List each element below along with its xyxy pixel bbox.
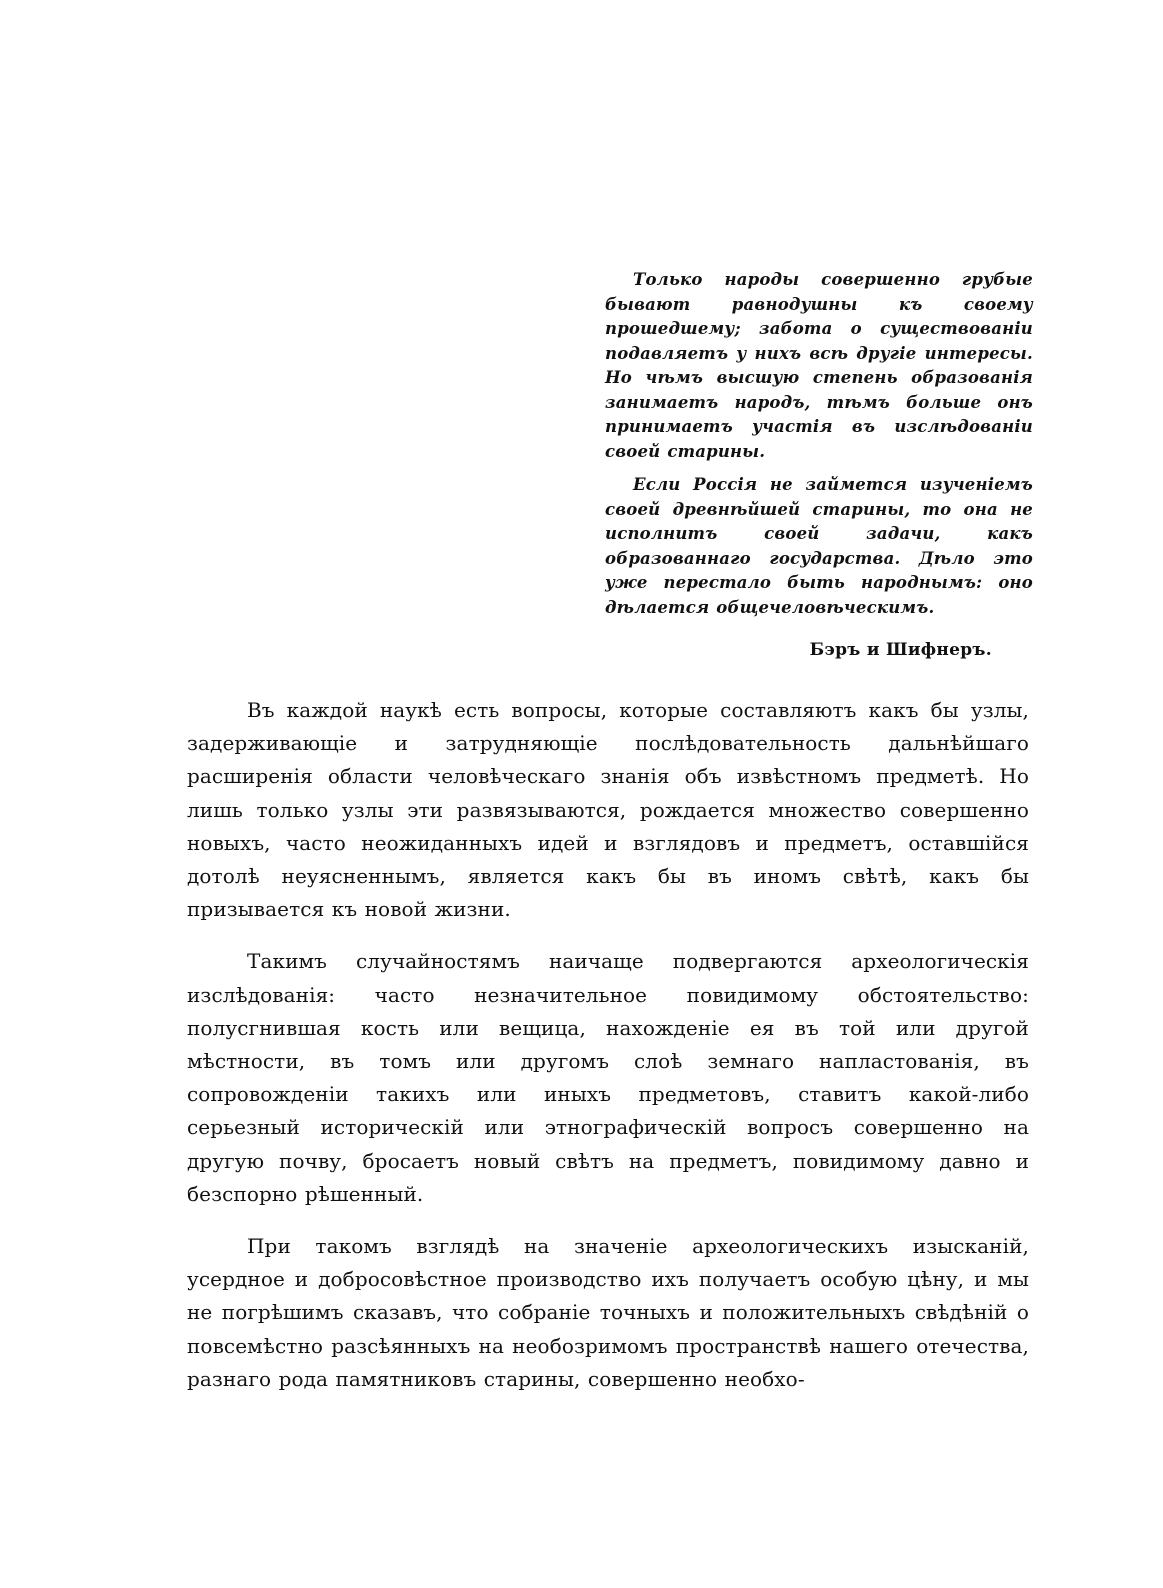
epigraph-paragraph: Если Россія не займется изученіемъ своей древнѣйшей старины, то она не исполнитъ своей задачи, какъ образованнаго государства. Дѣло это уже перестало быть народнымъ: оно дѣлается общечеловѣческимъ. [605,475,1033,617]
body-paragraph: При такомъ взглядѣ на значеніе археологическихъ изысканій, усердное и добросовѣстное производство ихъ получаетъ особую цѣну, и мы не погрѣшимъ сказавъ, что собраніе точныхъ и положительныхъ свѣдѣній о повсемѣстно разсѣянныхъ на необозримомъ пространствѣ нашего отечества, разнаго рода памятниковъ старины, совершенно необхо- [187,1234,1029,1391]
body-paragraph: Въ каждой наукѣ есть вопросы, которые составляютъ какъ бы узлы, задерживающіе и затрудняющіе послѣдовательность дальнѣйшаго расширенія области человѣческаго знанія объ извѣстномъ предметѣ. Но лишь только узлы эти развязываются, рождается множество совершенно новыхъ, часто неожиданныхъ идей и взглядовъ и предметъ, оставшійся дотолѣ неуясненнымъ, является какъ бы въ иномъ свѣтѣ, какъ бы призывается къ новой жизни. [187,698,1029,922]
main-text [187,694,1029,1415]
epigraph [605,268,1033,662]
epigraph-paragraph: Только народы совершенно грубые бывают равнодушны къ своему прошедшему; забота о существованіи подавляетъ у нихъ всѣ другіе интересы. Но чѣмъ высшую степень образованія занимаетъ народъ, тѣмъ больше онъ принимаетъ участія въ изслѣдованіи своей старины. [605,270,1033,461]
body-paragraph: Такимъ случайностямъ наичаще подвергаются археологическія изслѣдованія: часто незначительное повидимому обстоятельство: полусгнившая кость или вещица, нахожденіе ея въ той или другой мѣстности, въ томъ или другомъ слоѣ земнаго напластованія, въ сопровожденіи такихъ или иныхъ предметовъ, ставитъ какой-либо серьезный историческій или этнографическій вопросъ совершенно на другую почву, бросаетъ новый свѣтъ на предметъ, повидимому давно и безспорно рѣшенный. [187,949,1029,1206]
epigraph-author: Бэръ и Шифнеръ. [809,640,992,660]
